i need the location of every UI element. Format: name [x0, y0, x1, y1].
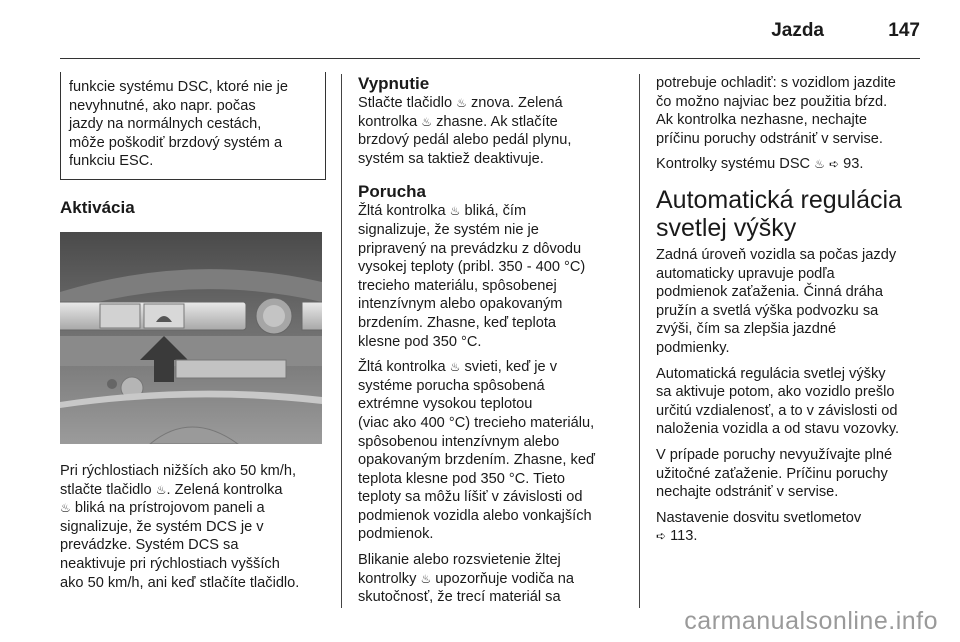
paragraph: Nastavenie dosvitu svetlometov ➪ 113. [656, 509, 862, 545]
note-line: funkcie systému DSC, ktoré nie je [69, 79, 288, 95]
dsc-icon: ♨ [155, 482, 167, 497]
note-line: môže poškodiť brzdový systém a [69, 134, 283, 151]
dsc-icon: ♨ [814, 157, 825, 172]
page-ref-link[interactable]: 113. [670, 528, 698, 545]
heading-vypnutie: Vypnutie [358, 74, 430, 93]
watermark: carmanualsonline.info [684, 607, 938, 635]
page-header [60, 0, 920, 59]
dsc-icon: ♨ [60, 501, 71, 516]
heading-aktivacia: Aktivácia [60, 197, 135, 217]
note-line: jazdy na normálnych cestách, [69, 116, 262, 133]
paragraph: Kontrolky systému DSC ♨ ➪ 93. [656, 156, 864, 173]
dsc-icon: ♨ [449, 360, 461, 375]
paragraph: Zadná úroveň vozidla sa počas jazdy automaticky upravuje podľa podmienok zaťaženia. Činná dráha pružín a svetlá výška podvozku sa zvýši, čím sa zlepšia jazdné podmienky. [656, 246, 897, 356]
page-ref-link[interactable]: 93. [843, 156, 864, 173]
dsc-button-illustration [60, 232, 322, 444]
dsc-icon: ♨ [449, 204, 461, 219]
paragraph: Žltá kontrolka ♨ bliká, čím signalizuje, že systém nie je pripravený na prevádzku z dôvodu vysokej teploty (pribl. 350 - 400 °C) trecieho materiálu, spôsobenej intenzívnym alebo opakovaným brzdením. Zhasne, keď teplota klesne pod 350 °C. [358, 203, 586, 350]
section-title: Jazda [771, 20, 824, 41]
paragraph: V prípade poruchy nevyužívajte plné užitočné zaťaženie. Príčinu poruchy nechajte odstrániť v servise. [656, 446, 893, 501]
paragraph: Stlačte tlačidlo ♨ znova. Zelená kontrolka ♨ zhasne. Ak stlačíte brzdový pedál alebo pedál plynu, systém sa taktiež deaktivuje. [358, 95, 572, 167]
column-3 [656, 74, 924, 553]
paragraph: Blikanie alebo rozsvietenie žltej kontrolky ♨ upozorňuje vodiča na skutočnosť, že trecí materiál sa [358, 552, 575, 606]
column-1 [60, 74, 326, 599]
dsc-icon: ♨ [456, 96, 467, 110]
dashboard-figure [60, 232, 322, 444]
page-ref-arrow-icon: ➪ [656, 529, 667, 544]
heading-automaticka-regulacia: Automatická regulácia svetlej výšky [656, 185, 902, 242]
column-divider [639, 74, 640, 608]
page-number: 147 [888, 20, 920, 41]
dsc-icon: ♨ [421, 114, 433, 129]
column-2 [358, 74, 620, 614]
paragraph: Žltá kontrolka ♨ svieti, keď je v systéme porucha spôsobená extrémne vysokou teplotou (viac ako 400 °C) trecieho materiálu, spôsobenou intenzívnym alebo opakovaným brzdením. Zhasne, keď teplota klesne pod 350 °C. Tieto teploty sa môžu líšiť v závislosti od podmienok vozidla alebo vonkajších podmienok. [358, 359, 595, 543]
page-ref-arrow-icon: ➪ [828, 157, 840, 172]
heading-porucha: Porucha [358, 182, 427, 202]
column-divider [341, 74, 342, 608]
paragraph: Automatická regulácia svetlej výšky sa aktivuje potom, ako vozidlo prešlo určitú vzdialenosť, a to v závislosti od naloženia vozidla a od stavu vozovky. [656, 365, 900, 438]
dsc-icon: ♨ [420, 571, 432, 586]
note-line: nevyhnutné, ako napr. počas [69, 97, 256, 114]
note-box [60, 72, 326, 180]
note-line: funkciu ESC. [69, 153, 154, 170]
paragraph: potrebuje ochladiť: s vozidlom jazdite čo možno najviac bez použitia bŕzd. Ak kontrolka nezhasne, nechajte príčinu poruchy odstrániť v servise. [656, 75, 896, 147]
paragraph: Pri rýchlostiach nižších ako 50 km/h, stlačte tlačidlo ♨. Zelená kontrolka ♨ bliká na prístrojovom paneli a signalizuje, že systém DCS je v prevádzke. Systém DCS sa neaktivuje pri rýchlostiach vyšších ako 50 km/h, ani keď stlačíte tlačidlo. [60, 462, 300, 591]
